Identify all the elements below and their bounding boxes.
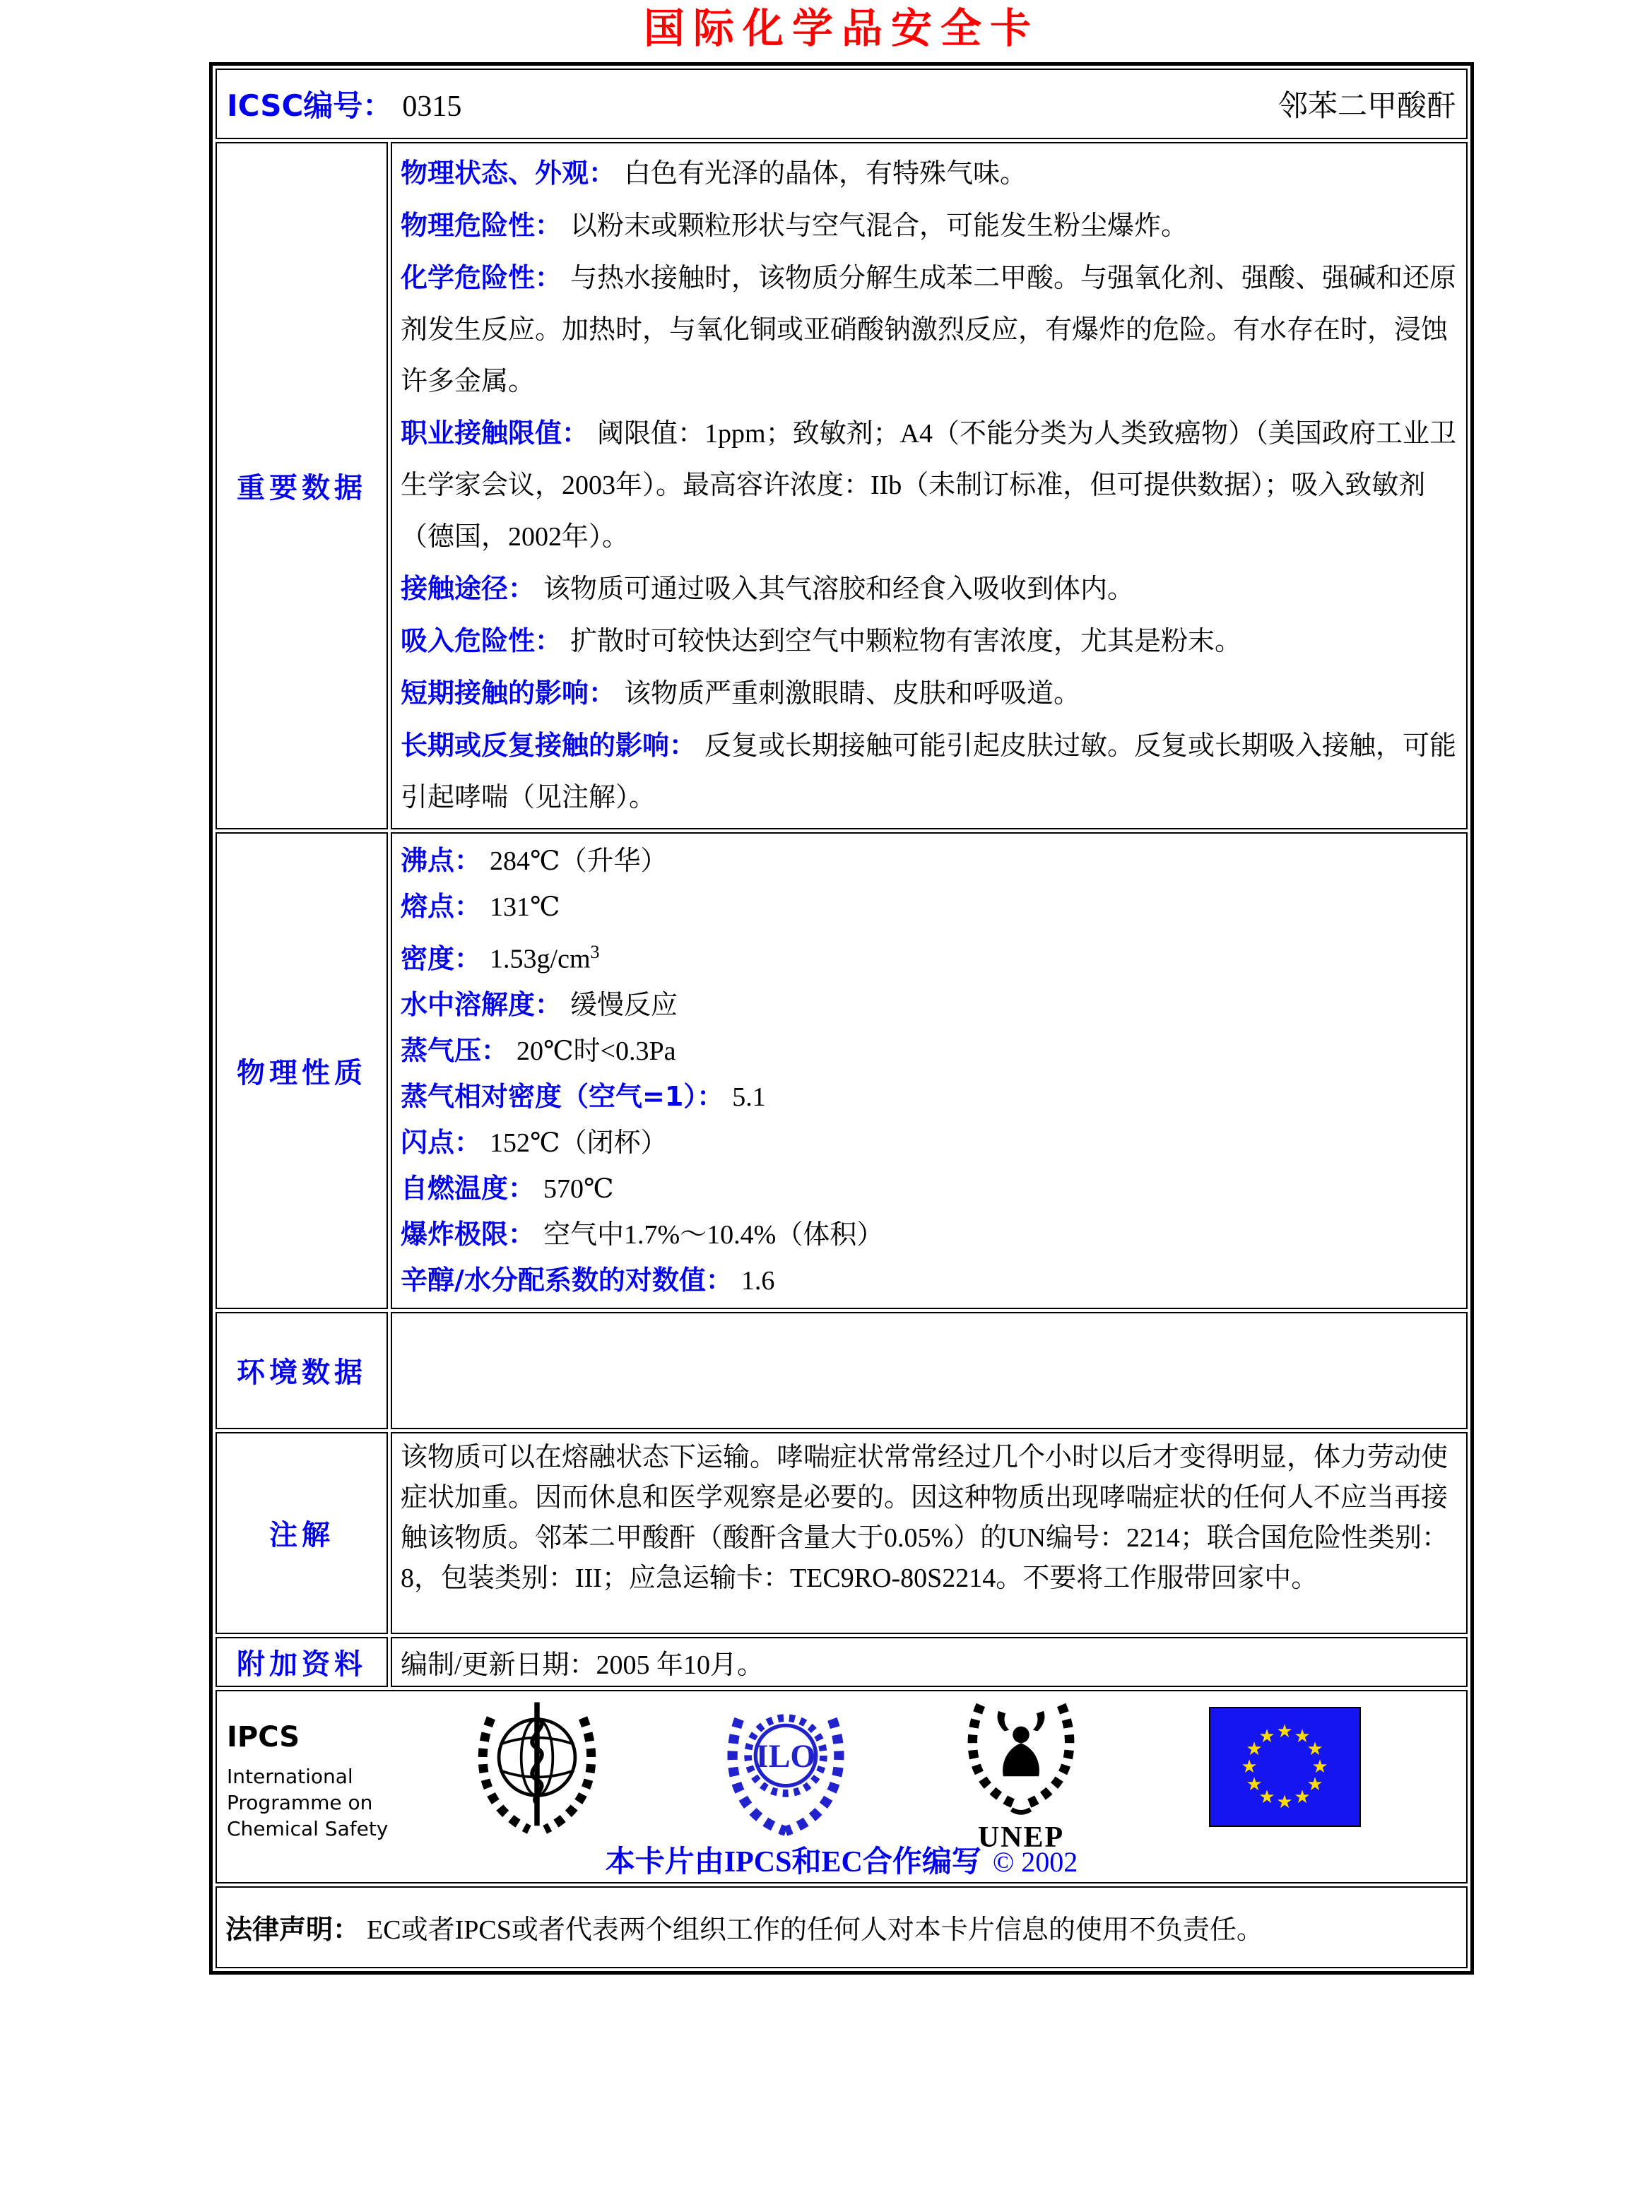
- property-item: [401, 1258, 1458, 1303]
- data-item: [401, 200, 1458, 252]
- item-label: 吸入危险性：: [401, 625, 562, 656]
- item-label: 化学危险性：: [401, 262, 562, 293]
- legal-text: EC或者IPCS或者代表两个组织工作的任何人对本卡片信息的使用不负责任。: [367, 1915, 1263, 1946]
- property-item: [401, 1074, 1458, 1120]
- legal-label: 法律声明：: [225, 1914, 360, 1946]
- item-text: 反复或长期接触可能引起皮肤过敏。反复或长期吸入接触，可能引起哮喘（见注解）。: [401, 731, 1457, 812]
- item-label: 闪点：: [401, 1126, 482, 1158]
- item-text: 缓慢反应: [570, 990, 678, 1020]
- item-text: 白色有光泽的晶体，有特殊气味。: [624, 159, 1027, 189]
- eu-flag-icon: [1209, 1707, 1361, 1827]
- svg-text:★: ★: [1306, 1738, 1323, 1760]
- footer-row: [216, 1690, 1468, 1883]
- item-label: 辛醇/水分配系数的对数值：: [401, 1264, 733, 1296]
- ipcs-text-block: [227, 1721, 388, 1842]
- data-item: [401, 408, 1458, 563]
- item-label: 熔点：: [401, 891, 482, 922]
- icsc-card-table: [209, 62, 1474, 1975]
- svg-text:ILO: ILO: [755, 1738, 816, 1775]
- update-date-text: 编制/更新日期：2005 年10月。: [401, 1650, 765, 1680]
- property-item: [401, 1212, 1458, 1258]
- section-row-additional-information: [216, 1637, 1468, 1687]
- section-content-environmental-data: [391, 1312, 1468, 1429]
- unep-logo-block: [957, 1696, 1085, 1855]
- item-text: 扩散时可较快达到空气中颗粒物有害浓度，尤其是粉末。: [570, 627, 1242, 656]
- item-text: 阈限值：1ppm；致敏剂；A4（不能分类为人类致癌物）（美国政府工业卫生学家会议，2003年）。最高容许浓度：IIb（未制订标准，但可提供数据）；吸入致敏剂（德国，2002年）。: [401, 419, 1457, 552]
- item-text: 5.1: [732, 1082, 766, 1112]
- data-item: [401, 252, 1458, 408]
- item-label: 物理危险性：: [401, 210, 562, 241]
- unep-label: UNEP: [977, 1821, 1065, 1854]
- header-row: [216, 69, 1468, 139]
- data-item: [401, 615, 1458, 668]
- icsc-number-label: ICSC编号：: [227, 88, 393, 123]
- svg-text:★: ★: [1294, 1786, 1311, 1808]
- item-label: 沸点：: [401, 845, 482, 876]
- ilo-logo-icon: [723, 1700, 849, 1845]
- data-item: [401, 720, 1458, 824]
- legal-cell: [216, 1886, 1468, 1968]
- section-row-physical-properties: [216, 832, 1468, 1309]
- ipcs-subtitle-line: Programme on: [227, 1790, 373, 1814]
- svg-text:★: ★: [1311, 1756, 1328, 1778]
- section-label-notes: 注解: [216, 1432, 388, 1634]
- section-content-additional-information: [391, 1637, 1468, 1687]
- item-text: 空气中1.7%～10.4%（体积）: [543, 1219, 884, 1250]
- svg-text:★: ★: [1294, 1725, 1311, 1747]
- footer-cell: [216, 1690, 1468, 1883]
- item-text: 570℃: [543, 1173, 614, 1204]
- section-content-physical-properties: [391, 832, 1468, 1309]
- data-item: [401, 668, 1458, 720]
- section-row-notes: [216, 1432, 1468, 1634]
- item-label: 密度：: [401, 942, 482, 974]
- svg-text:★: ★: [1241, 1756, 1258, 1778]
- copyright-text: © 2002: [992, 1845, 1078, 1878]
- data-item: [401, 563, 1458, 615]
- section-label-environmental-data: 环境数据: [216, 1312, 388, 1429]
- item-text: 以粉末或颗粒形状与空气混合，可能发生粉尘爆炸。: [570, 211, 1188, 241]
- property-item: [401, 982, 1458, 1028]
- notes-text: 该物质可以在熔融状态下运输。哮喘症状常常经过几个小时以后才变得明显，体力劳动使症状加重。因而休息和医学观察是必要的。因这种物质出现哮喘症状的任何人不应当再接触该物质。邻苯二甲酸酐（酸酐含量大于0.05%）的UN编号：2214；联合国危险性类别：8，包装类别：III；应急运输卡：TEC9RO-80S2214。不要将工作服带回家中。: [401, 1442, 1449, 1593]
- property-item: [401, 930, 1458, 982]
- item-label: 物理状态、外观：: [401, 158, 616, 189]
- section-label-important-data: 重要数据: [216, 142, 388, 829]
- item-label: 接触途径：: [401, 573, 536, 604]
- ipcs-subtitle-line: International: [227, 1764, 353, 1788]
- svg-text:★: ★: [1258, 1725, 1275, 1747]
- item-label: 水中溶解度：: [401, 988, 562, 1020]
- item-text: 1.53g/cm: [490, 944, 591, 974]
- icsc-number-value: 0315: [402, 90, 462, 123]
- item-label: 蒸气压：: [401, 1034, 509, 1066]
- section-row-environmental-data: [216, 1312, 1468, 1429]
- svg-text:★: ★: [1306, 1773, 1323, 1795]
- item-text: 与热水接触时，该物质分解生成苯二甲酸。与强氧化剂、强酸、强碱和还原剂发生反应。加热时，与氧化铜或亚硝酸钠激烈反应，有爆炸的危险。有水存在时，浸蚀许多金属。: [401, 264, 1457, 396]
- item-text: 152℃（闭杯）: [490, 1128, 668, 1158]
- item-label: 自燃温度：: [401, 1172, 536, 1204]
- credit-text: 本卡片由IPCS和EC合作编写: [605, 1845, 981, 1879]
- section-label-physical-properties: 物理性质: [216, 832, 388, 1309]
- page-title: 国际化学品安全卡: [643, 4, 1039, 52]
- chemical-name: 邻苯二甲酸酐: [1278, 90, 1456, 123]
- item-text: 20℃时<0.3Pa: [517, 1036, 676, 1066]
- section-content-important-data: [391, 142, 1468, 829]
- data-item: [401, 148, 1458, 200]
- ipcs-subtitle-line: Chemical Safety: [227, 1816, 389, 1840]
- item-label: 爆炸极限：: [401, 1218, 536, 1250]
- ipcs-title: IPCS: [227, 1720, 300, 1753]
- section-row-important-data: [216, 142, 1468, 829]
- item-text: 该物质严重刺激眼睛、皮肤和呼吸道。: [624, 679, 1081, 709]
- item-superscript: 3: [590, 942, 600, 962]
- svg-text:★: ★: [1246, 1773, 1263, 1795]
- section-label-additional-information: 附加资料: [216, 1637, 388, 1687]
- property-item: [401, 1028, 1458, 1074]
- legal-row: [216, 1886, 1468, 1968]
- credit-line: [217, 1838, 1466, 1881]
- item-label: 蒸气相对密度（空气=1）：: [401, 1080, 724, 1112]
- property-item: [401, 884, 1458, 930]
- item-text: 1.6: [741, 1265, 775, 1296]
- property-item: [401, 838, 1458, 884]
- svg-text:★: ★: [1276, 1791, 1293, 1813]
- item-text: 284℃（升华）: [490, 846, 668, 876]
- who-logo-icon: [471, 1697, 603, 1847]
- item-text: 131℃: [490, 892, 560, 922]
- section-content-notes: [391, 1432, 1468, 1634]
- item-text: 该物质可通过吸入其气溶胶和经食入吸收到体内。: [543, 574, 1135, 604]
- header-cell: [216, 69, 1468, 139]
- item-label: 长期或反复接触的影响：: [401, 730, 697, 761]
- svg-text:★: ★: [1276, 1720, 1293, 1742]
- svg-text:★: ★: [1258, 1786, 1275, 1808]
- unep-logo-icon: [962, 1696, 1080, 1821]
- item-label: 职业接触限值：: [401, 418, 589, 449]
- item-label: 短期接触的影响：: [401, 678, 616, 709]
- property-item: [401, 1120, 1458, 1166]
- svg-text:★: ★: [1246, 1738, 1263, 1760]
- property-item: [401, 1166, 1458, 1212]
